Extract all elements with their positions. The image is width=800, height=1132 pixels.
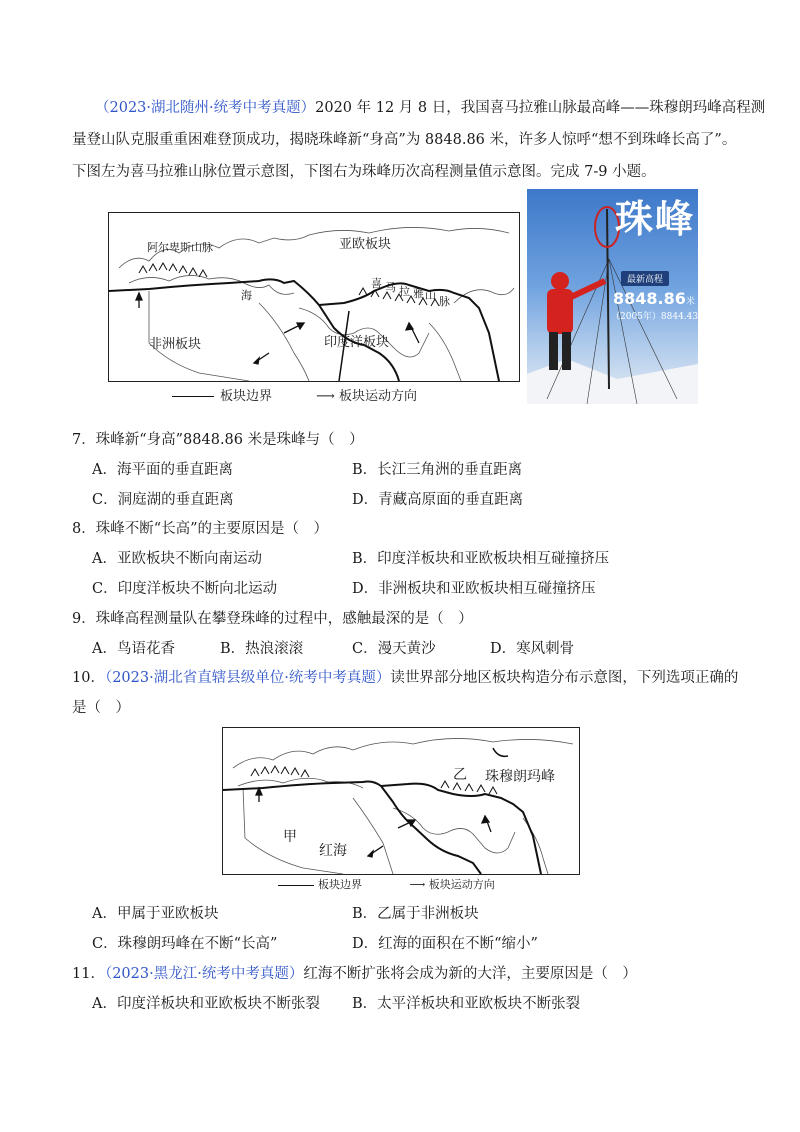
new-height-unit: 米	[685, 297, 695, 307]
q7-option-a[interactable]: A．海平面的垂直距离	[92, 462, 233, 478]
question-8-stem: 8．珠峰不断“长高”的主要原因是（ ）	[72, 521, 329, 537]
label-sea: 海	[241, 289, 252, 302]
question-11-stem: 11．（2023·黑龙江·统考中考真题）红海不断扩张将会成为新的大洋，主要原因是（ ）	[72, 966, 637, 982]
label-himalaya-1: 喜	[371, 277, 382, 290]
new-height-value: 8848.86	[613, 289, 686, 308]
map2-legend: 板块边界 ⟶ 板块运动方向	[278, 876, 495, 892]
label-himalaya-5: 山	[425, 289, 436, 302]
photo-title: 珠峰	[615, 196, 696, 241]
map2-drawing	[223, 728, 579, 874]
q8-option-d[interactable]: D．非洲板块和亚欧板块相互碰撞挤压	[352, 581, 596, 597]
q8-option-a[interactable]: A．亚欧板块不断向南运动	[92, 551, 262, 567]
intro-line-3: 下图左为喜马拉雅山脉位置示意图，下图右为珠峰历次高程测量值示意图。完成 7-9 小题。	[72, 164, 656, 180]
himalaya-location-map	[108, 212, 520, 382]
label-himalaya-4: 雅	[413, 287, 424, 300]
label-indian-plate: 印度洋板块	[324, 335, 390, 350]
q9-option-d[interactable]: D．寒风刺骨	[490, 641, 575, 657]
label-jia: 甲	[283, 829, 297, 845]
question-source: （2023·湖北省直辖县级单位·统考中考真题）	[104, 670, 391, 686]
new-height-row	[613, 289, 695, 308]
label-himalaya-6: 脉	[439, 295, 450, 308]
legend-arrow-icon: ⟶	[409, 878, 426, 891]
q7-option-d[interactable]: D．青藏高原面的垂直距离	[352, 492, 524, 508]
question-10-stem-cont: 是（ ）	[72, 700, 130, 716]
q10-option-b[interactable]: B．乙属于非洲板块	[352, 906, 479, 922]
q9-option-b[interactable]: B．热浪滚滚	[220, 641, 304, 657]
everest-height-photo	[527, 189, 708, 404]
map1-legend: 板块边界 ⟶ 板块运动方向	[172, 385, 417, 404]
q7-option-b[interactable]: B．长江三角洲的垂直距离	[352, 462, 523, 478]
intro-line-1: （2023·湖北随州·统考中考真题）2020 年 12 月 8 日，我国喜马拉雅山脉最高峰——珠穆朗玛峰高程测	[95, 100, 766, 116]
question-source: （2023·黑龙江·统考中考真题）	[104, 966, 304, 982]
label-everest: 珠穆朗玛峰	[485, 769, 555, 785]
q11-option-b[interactable]: B．太平洋板块和亚欧板块不断张裂	[352, 996, 581, 1012]
q10-option-d[interactable]: D．红海的面积在不断“缩小”	[352, 936, 538, 952]
question-9-stem: 9．珠峰高程测量队在攀登珠峰的过程中，感触最深的是（ ）	[72, 611, 473, 627]
q11-option-a[interactable]: A．印度洋板块和亚欧板块不断张裂	[92, 996, 320, 1012]
label-africa-plate: 非洲板块	[149, 337, 202, 352]
label-himalaya-2: 马	[385, 281, 396, 294]
legend-arrow-icon: ⟶	[316, 389, 335, 404]
q10-option-a[interactable]: A．甲属于亚欧板块	[92, 906, 219, 922]
legend-boundary-line	[172, 396, 214, 397]
intro-line-2: 量登山队克服重重困难登顶成功，揭晓珠峰新“身高”为 8848.86 米，许多人惊呼“想不到珠峰长高了”。	[72, 132, 737, 148]
q9-option-a[interactable]: A．鸟语花香	[92, 641, 175, 657]
old-height-row: （2005年）8844.43米	[611, 312, 708, 322]
label-himalaya-3: 拉	[399, 285, 410, 298]
legend-boundary-line	[278, 885, 314, 886]
label-eurasia-plate: 亚欧板块	[339, 237, 392, 252]
q10-option-c[interactable]: C．珠穆朗玛峰在不断“长高”	[92, 936, 278, 952]
q8-option-b[interactable]: B．印度洋板块和亚欧板块相互碰撞挤压	[352, 551, 610, 567]
plate-tectonics-map	[222, 727, 580, 875]
label-yi: 乙	[453, 767, 467, 783]
question-7-stem: 7．珠峰新“身高”8848.86 米是珠峰与（ ）	[72, 432, 364, 448]
q7-option-c[interactable]: C．洞庭湖的垂直距离	[92, 492, 234, 508]
q9-option-c[interactable]: C．漫天黄沙	[352, 641, 436, 657]
label-red-sea: 红海	[319, 843, 347, 859]
question-source: （2023·湖北随州·统考中考真题）	[95, 100, 316, 116]
height-badge: 最新高程	[621, 271, 669, 286]
question-10-stem: 10．（2023·湖北省直辖县级单位·统考中考真题）读世界部分地区板块构造分布示意图，下列选项正确的	[72, 670, 739, 686]
q8-option-c[interactable]: C．印度洋板块不断向北运动	[92, 581, 278, 597]
label-alps: 阿尔卑斯山脉	[147, 241, 213, 254]
